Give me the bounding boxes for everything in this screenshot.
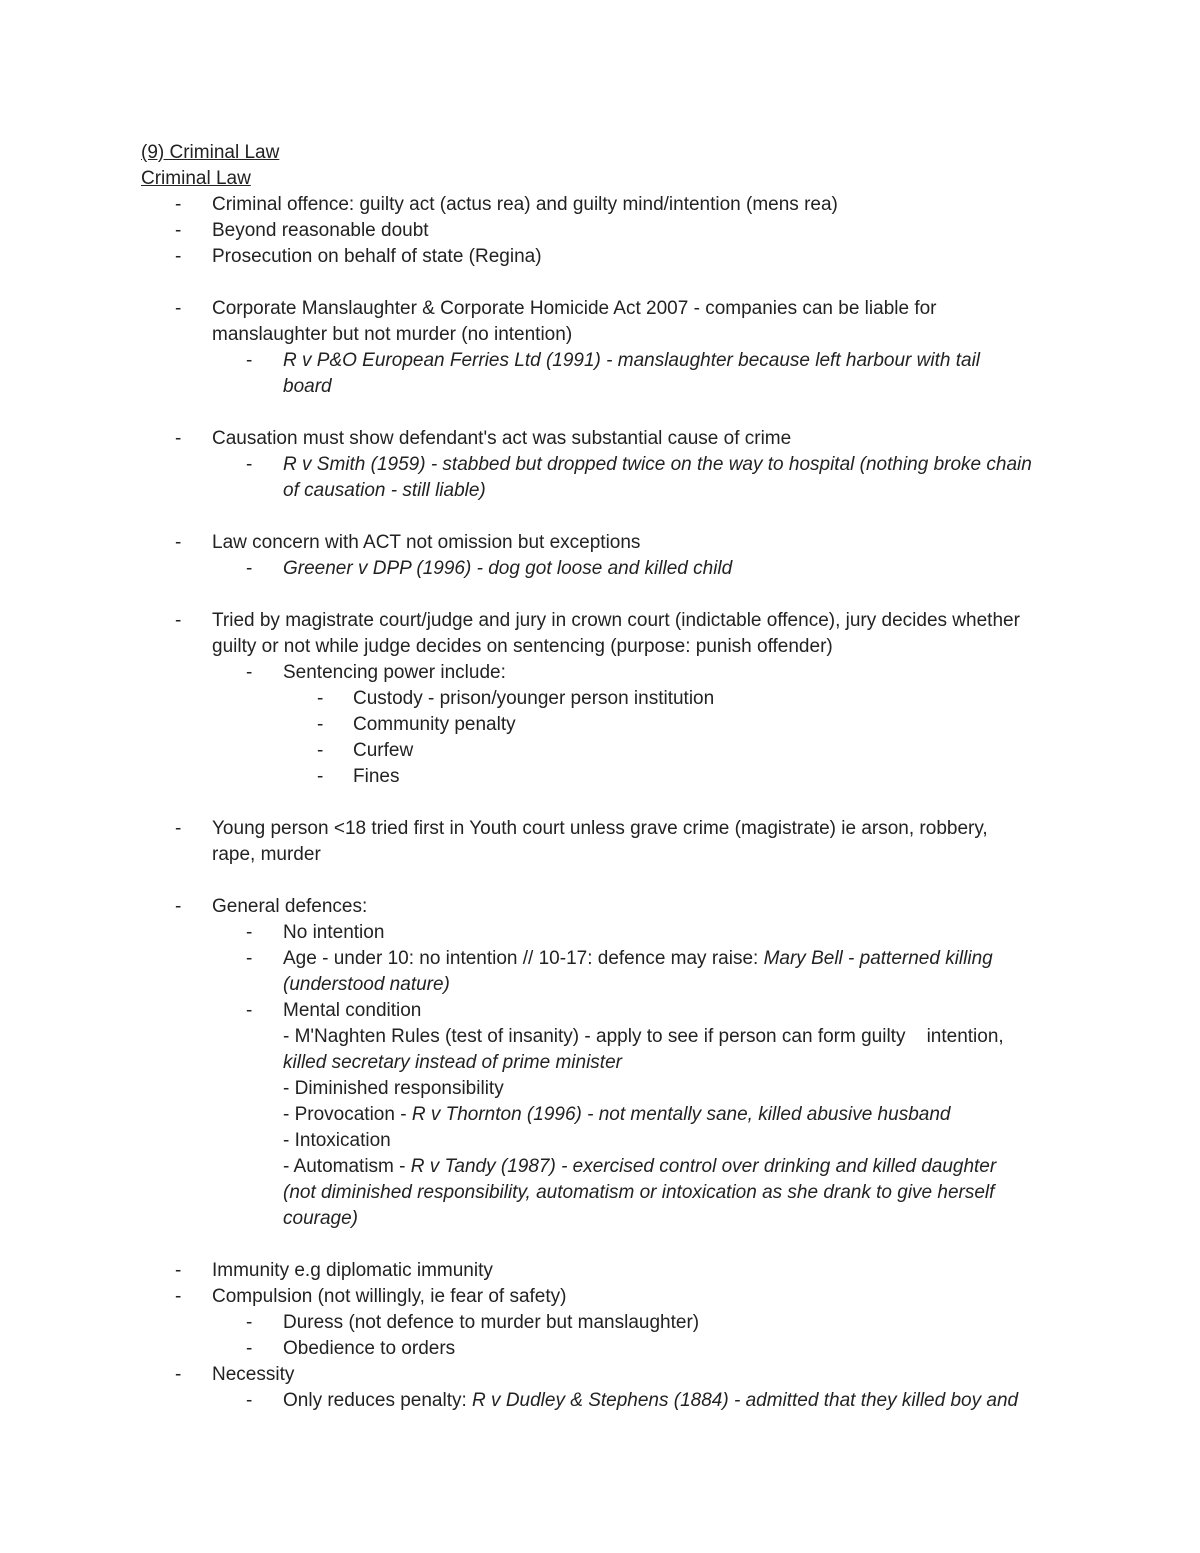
- bullet-dash: -: [175, 896, 182, 917]
- bullet-text: Custody - prison/younger person institution: [353, 688, 715, 709]
- case-text: Greener v DPP (1996) - dog got loose and killed child: [283, 558, 733, 579]
- bullet-text: General defences:: [212, 896, 368, 917]
- bullet-dash: -: [246, 454, 253, 475]
- penalty-plain-text: Only reduces penalty:: [283, 1390, 473, 1411]
- provocation-label: - Provocation -: [283, 1104, 412, 1125]
- bullet-dash: -: [246, 1338, 253, 1359]
- bullet-dash: -: [246, 558, 253, 579]
- bullet-text: Fines: [353, 766, 400, 787]
- bullet-text: Duress (not defence to murder but manslaughter): [283, 1312, 700, 1333]
- bullet-dash: -: [246, 350, 253, 371]
- age-case-text: Mary Bell - patterned killing: [763, 948, 993, 969]
- document-title: (9) Criminal Law: [141, 142, 280, 163]
- bullet-dash: -: [175, 220, 182, 241]
- bullet-text: Causation must show defendant's act was substantial cause of crime: [212, 428, 792, 449]
- bullet-dash: -: [175, 1260, 182, 1281]
- bullet-continuation: rape, murder: [212, 844, 321, 865]
- bullet-text: Criminal offence: guilty act (actus rea) and guilty mind/intention (mens rea): [212, 194, 838, 215]
- penalty-case-text: R v Dudley & Stephens (1884) - admitted that they killed boy and: [472, 1390, 1019, 1411]
- bullet-continuation: guilty or not while judge decides on sentencing (purpose: punish offender): [212, 636, 833, 657]
- mnaghten-case: killed secretary instead of prime minister: [283, 1052, 622, 1073]
- case-continuation: of causation - still liable): [283, 480, 486, 501]
- automatism: [283, 1154, 996, 1180]
- bullet-text: Obedience to orders: [283, 1338, 456, 1359]
- bullet-dash: -: [246, 662, 253, 683]
- provocation: [283, 1102, 950, 1128]
- bullet-text: Community penalty: [353, 714, 516, 735]
- case-continuation: (understood nature): [283, 974, 450, 995]
- case-text: R v Smith (1959) - stabbed but dropped twice on the way to hospital (nothing broke chain: [283, 454, 1032, 475]
- bullet-text: No intention: [283, 922, 385, 943]
- bullet-dash: -: [175, 1286, 182, 1307]
- bullet-dash: -: [175, 298, 182, 319]
- bullet-dash: -: [246, 922, 253, 943]
- bullet-dash: -: [175, 246, 182, 267]
- bullet-text: Sentencing power include:: [283, 662, 506, 683]
- case-continuation: courage): [283, 1208, 358, 1229]
- bullet-text: Immunity e.g diplomatic immunity: [212, 1260, 493, 1281]
- section-heading: Criminal Law: [141, 168, 251, 189]
- bullet-text: Prosecution on behalf of state (Regina): [212, 246, 542, 267]
- bullet-dash: -: [317, 688, 324, 709]
- bullet-text: Compulsion (not willingly, ie fear of safety): [212, 1286, 567, 1307]
- intoxication: - Intoxication: [283, 1130, 391, 1151]
- mnaghten-rules: - M'Naghten Rules (test of insanity) - apply to see if person can form guilty intention,: [283, 1026, 1004, 1047]
- bullet-dash: -: [175, 532, 182, 553]
- bullet-dash: -: [246, 948, 253, 969]
- bullet-text: Necessity: [212, 1364, 295, 1385]
- bullet-text: [283, 1388, 1018, 1414]
- bullet-text: Young person <18 tried first in Youth court unless grave crime (magistrate) ie arson, robbery,: [212, 818, 988, 839]
- bullet-text: Curfew: [353, 740, 414, 761]
- bullet-dash: -: [175, 818, 182, 839]
- bullet-dash: -: [175, 428, 182, 449]
- bullet-text: Mental condition: [283, 1000, 422, 1021]
- bullet-dash: -: [317, 714, 324, 735]
- bullet-continuation: manslaughter but not murder (no intention): [212, 324, 573, 345]
- case-continuation: (not diminished responsibility, automatism or intoxication as she drank to give herself: [283, 1182, 995, 1203]
- bullet-dash: -: [175, 610, 182, 631]
- automatism-case: R v Tandy (1987) - exercised control over drinking and killed daughter: [410, 1156, 997, 1177]
- bullet-dash: -: [246, 1000, 253, 1021]
- bullet-text: Law concern with ACT not omission but exceptions: [212, 532, 641, 553]
- case-text: R v P&O European Ferries Ltd (1991) - manslaughter because left harbour with tail: [283, 350, 981, 371]
- bullet-dash: -: [246, 1312, 253, 1333]
- bullet-text: Corporate Manslaughter & Corporate Homicide Act 2007 - companies can be liable for: [212, 298, 937, 319]
- provocation-case: R v Thornton (1996) - not mentally sane, killed abusive husband: [411, 1104, 951, 1125]
- bullet-text: [283, 946, 993, 972]
- bullet-dash: -: [317, 740, 324, 761]
- age-plain-text: Age - under 10: no intention // 10-17: defence may raise:: [283, 948, 764, 969]
- case-continuation: board: [283, 376, 332, 397]
- bullet-dash: -: [175, 1364, 182, 1385]
- automatism-label: - Automatism -: [283, 1156, 411, 1177]
- bullet-dash: -: [317, 766, 324, 787]
- bullet-text: Beyond reasonable doubt: [212, 220, 429, 241]
- bullet-text: Tried by magistrate court/judge and jury in crown court (indictable offence), jury decides whether: [212, 610, 1020, 631]
- diminished-responsibility: - Diminished responsibility: [283, 1078, 504, 1099]
- bullet-dash: -: [175, 194, 182, 215]
- bullet-dash: -: [246, 1390, 253, 1411]
